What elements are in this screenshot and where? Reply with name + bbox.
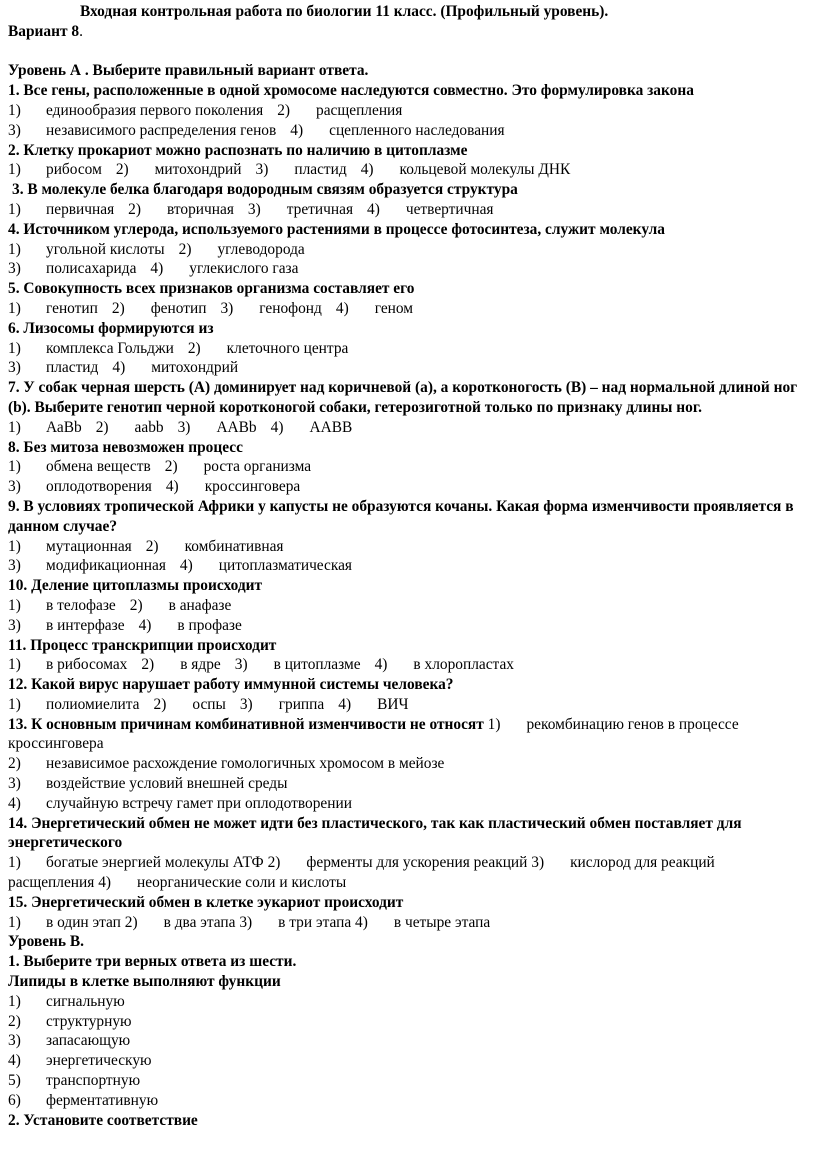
level-b-task-1-question: Липиды в клетке выполняют функции	[8, 973, 281, 991]
level-b-option-1: 1) сигнальную	[8, 992, 125, 1010]
option: ааbb	[134, 418, 164, 436]
question-4-options-a: 1) угольной кислоты 2) углеводорода	[8, 240, 305, 258]
question-11-options: 1) в рибосомах 2) в ядре 3) в цитоплазме 4) в хлоропластах	[8, 656, 515, 674]
question-3-options: 1) первичная 2) вторичная 3) третичная 4) четвертичная	[8, 200, 494, 218]
option: фенотип	[150, 299, 207, 317]
question-13-text: 13. К основным причинам комбинативной изменчивости не относят	[8, 715, 484, 733]
question-9: 9. В условиях тропической Африки у капусты не образуются кочаны. Какая форма изменчивости проявляется в данном случае?	[8, 497, 794, 535]
question-5-options: 1) генотип 2) фенотип 3) генофонд 4) геном	[8, 299, 414, 317]
option: пластид	[294, 161, 347, 179]
option: кислород для реакций расщепления	[8, 854, 715, 892]
option: пластид	[46, 359, 99, 377]
option: запасающую	[46, 1032, 131, 1050]
option: угольной кислоты	[46, 240, 165, 258]
level-b-heading: Уровень В.	[8, 933, 85, 951]
option: третичная	[286, 200, 354, 218]
variant-label: Вариант 8	[8, 22, 80, 40]
option: ферменты для ускорения реакций	[306, 854, 528, 872]
question-1-options-a: 1) единообразия первого поколения 2) расщепления	[8, 101, 403, 119]
option: гриппа	[278, 695, 325, 713]
option: роста организма	[203, 458, 312, 476]
option: в четыре этапа	[393, 913, 491, 931]
question-10-options-a: 1) в телофазе 2) в анафазе	[8, 596, 232, 614]
question-1-options-b: 3) независимого распределения генов 4) сцепленного наследования	[8, 121, 505, 139]
option: воздействие условий внешней среды	[46, 775, 288, 793]
question-10-options-b: 3) в интерфазе 4) в профазе	[8, 616, 242, 634]
option: единообразия первого поколения	[46, 101, 264, 119]
option: цитоплазматическая	[218, 557, 353, 575]
question-2: 2. Клетку прокариот можно распознать по наличию в цитоплазме	[8, 141, 468, 159]
question-13-option-4: 4) случайную встречу гамет при оплодотворении	[8, 794, 352, 812]
question-10: 10. Деление цитоплазмы происходит	[8, 577, 263, 595]
option: генофонд	[259, 299, 322, 317]
variant-line: Вариант 8.	[8, 22, 83, 40]
option: полиомиелита	[46, 695, 140, 713]
question-8-options-a: 1) обмена веществ 2) роста организма	[8, 458, 312, 476]
option: обмена веществ	[46, 458, 151, 476]
level-b-option-6: 6) ферментативную	[8, 1091, 159, 1109]
question-9-options-b: 3) модификационная 4) цитоплазматическая	[8, 557, 353, 575]
option: богатые энергией молекулы АТФ	[46, 854, 264, 872]
question-15: 15. Энергетический обмен в клетке эукариот происходит	[8, 893, 404, 911]
option: первичная	[46, 200, 115, 218]
question-8: 8. Без митоза невозможен процесс	[8, 438, 243, 456]
question-6-options-a: 1) комплекса Гольджи 2) клеточного центра	[8, 339, 349, 357]
option: комбинативная	[184, 537, 284, 555]
option: ААВb	[216, 418, 257, 436]
question-7-options: 1) АаВb 2) ааbb 3) ААВb 4) ААВВ	[8, 418, 353, 436]
option: сигнальную	[46, 992, 125, 1010]
option: в три этапа	[278, 913, 352, 931]
option: рекомбинацию генов в процессе кроссинговера	[8, 715, 739, 753]
option: кроссинговера	[204, 478, 301, 496]
option: в анафазе	[168, 596, 232, 614]
option: структурную	[46, 1012, 132, 1030]
option: кольцевой молекулы ДНК	[399, 161, 571, 179]
option: в один этап	[46, 913, 121, 931]
option: в ядре	[180, 656, 221, 674]
question-14: 14. Энергетический обмен не может идти без пластического, так как пластический обмен поставляет для энергетического	[8, 814, 742, 852]
option: оспы	[192, 695, 226, 713]
question-13-option-2: 2) независимое расхождение гомологичных хромосом в мейозе	[8, 755, 445, 773]
option: сцепленного наследования	[329, 121, 505, 139]
option: независимое расхождение гомологичных хромосом в мейозе	[46, 755, 445, 773]
question-2-options: 1) рибосом 2) митохондрий 3) пластид 4) кольцевой молекулы ДНК	[8, 161, 571, 179]
option: ААВВ	[309, 418, 353, 436]
option: полисахарида	[46, 260, 137, 278]
option: в рибосомах	[46, 656, 128, 674]
level-b-task-2: 2. Установите соответствие	[8, 1111, 198, 1129]
question-4: 4. Источником углерода, используемого растениями в процессе фотосинтеза, служит молекула	[8, 220, 665, 238]
question-5: 5. Совокупность всех признаков организма составляет его	[8, 280, 415, 298]
document-title: Входная контрольная работа по биологии 11 класс. (Профильный уровень).	[80, 3, 609, 20]
level-b-option-4: 4) энергетическую	[8, 1052, 152, 1070]
question-13-option-3: 3) воздействие условий внешней среды	[8, 775, 288, 793]
question-4-options-b: 3) полисахарида 4) углекислого газа	[8, 260, 299, 278]
option: митохондрий	[154, 161, 242, 179]
question-6: 6. Лизосомы формируются из	[8, 319, 214, 337]
question-11: 11. Процесс транскрипции происходит	[8, 636, 277, 654]
option: транспортную	[46, 1072, 141, 1090]
option: случайную встречу гамет при оплодотворении	[46, 794, 352, 812]
question-15-options: 1) в один этап 2) в два этапа 3) в три этапа 4) в четыре этапа	[8, 913, 491, 931]
option: комплекса Гольджи	[46, 339, 174, 357]
question-3: 3. В молекуле белка благодаря водородным связям образуется структура	[12, 181, 518, 199]
option: митохондрий	[151, 359, 239, 377]
option: модификационная	[46, 557, 166, 575]
option: неорганические соли и кислоты	[137, 874, 347, 892]
option: АаВb	[46, 418, 82, 436]
level-b-option-5: 5) транспортную	[8, 1072, 141, 1090]
option: независимого распределения генов	[46, 121, 277, 139]
option: ВИЧ	[377, 695, 409, 713]
question-12-options: 1) полиомиелита 2) оспы 3) гриппа 4) ВИЧ	[8, 695, 409, 713]
level-b-option-2: 2) структурную	[8, 1012, 132, 1030]
option: клеточного центра	[226, 339, 349, 357]
option: углекислого газа	[189, 260, 299, 278]
question-12: 12. Какой вирус нарушает работу иммунной системы человека?	[8, 676, 454, 694]
question-9-options-a: 1) мутационная 2) комбинативная	[8, 537, 284, 555]
option: в телофазе	[46, 596, 116, 614]
option: вторичная	[166, 200, 234, 218]
question-14-options: 1) богатые энергией молекулы АТФ 2) ферменты для ускорения реакций 3) кислород для реакций расщепления 4) неорганические соли и кислоты	[8, 854, 715, 892]
option: в интерфазе	[46, 616, 125, 634]
option: в хлоропластах	[413, 656, 515, 674]
option: в профазе	[177, 616, 242, 634]
option: рибосом	[46, 161, 102, 179]
option: расщепления	[316, 101, 403, 119]
option: генотип	[46, 299, 98, 317]
question-7: 7. У собак черная шерсть (А) доминирует над коричневой (а), а коротконогость (В) – над нормальной длиной ног (b). Выберите генотип черной коротконогой собаки, гетерозиготной только по признаку длины ног.	[8, 379, 798, 416]
level-b-option-3: 3) запасающую	[8, 1032, 131, 1050]
question-13: 13. К основным причинам комбинативной изменчивости не относят 1) рекомбинацию генов в процессе кроссинговера	[8, 715, 739, 753]
option: геном	[374, 299, 414, 317]
option: энергетическую	[46, 1052, 152, 1070]
option: в два этапа	[163, 913, 236, 931]
question-6-options-b: 3) пластид 4) митохондрий	[8, 359, 239, 377]
question-1: 1. Все гены, расположенные в одной хромосоме наследуются совместно. Это формулировка закона	[8, 82, 694, 100]
option: оплодотворения	[46, 478, 152, 496]
option: в цитоплазме	[273, 656, 361, 674]
option: мутационная	[46, 537, 132, 555]
question-8-options-b: 3) оплодотворения 4) кроссинговера	[8, 478, 301, 496]
level-a-heading: Уровень А . Выберите правильный вариант ответа.	[8, 62, 369, 80]
option: четвертичная	[405, 200, 494, 218]
option: ферментативную	[46, 1091, 159, 1109]
option: углеводорода	[217, 240, 305, 258]
level-b-task-1: 1. Выберите три верных ответа из шести.	[8, 953, 297, 971]
